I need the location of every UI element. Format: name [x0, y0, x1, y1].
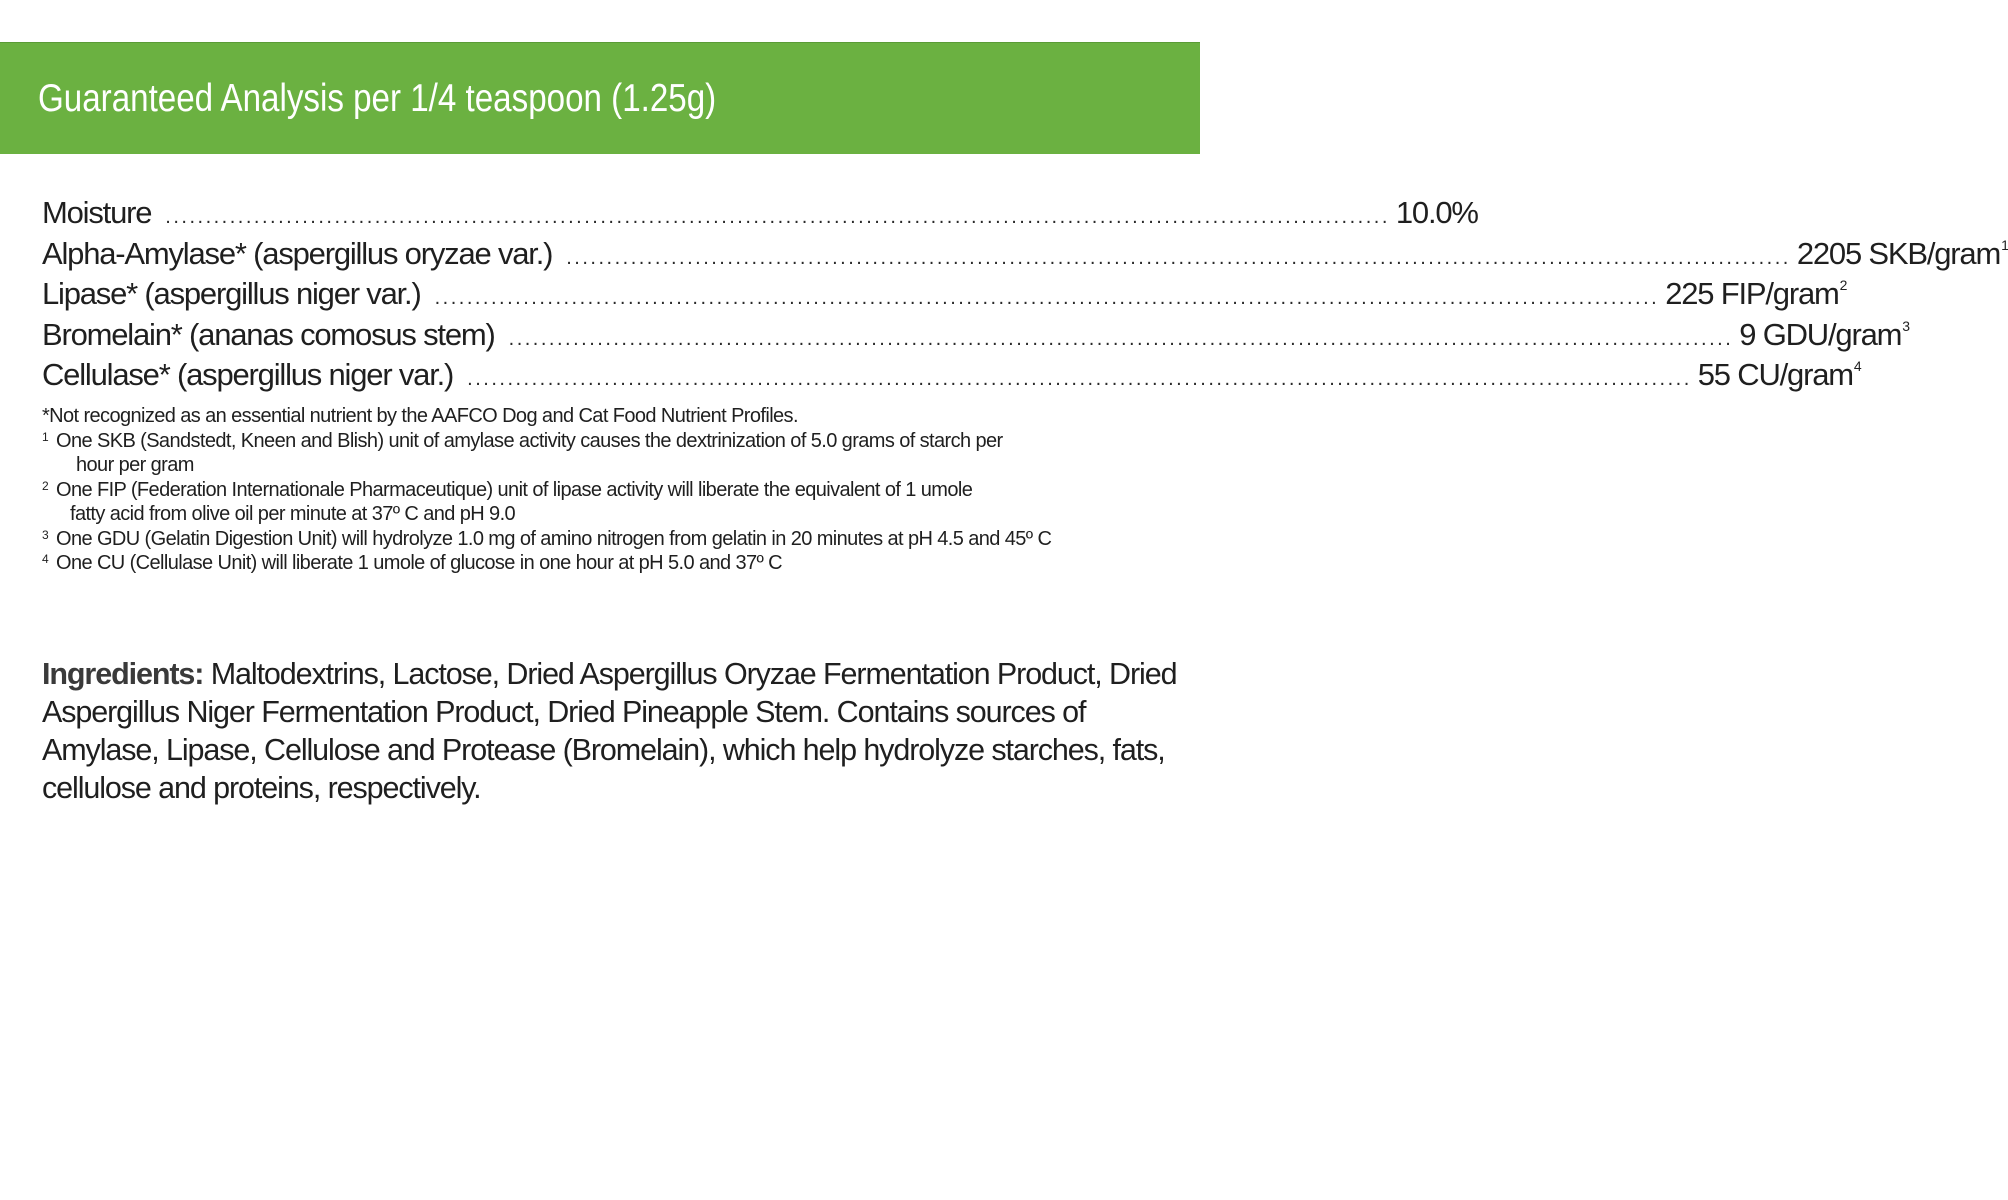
ingredients-text: Maltodextrins, Lactose, Dried Aspergillus Oryzae Fermentation Product, Dried Aspergillus Niger Fermentation Product, Dried Pineapple Stem. Contains sources of Amylase, Lipase, Cellulose and Protease (Bromelain), which help hydrolyze starches, fats, cellulose and proteins, respectively. [42, 657, 1177, 805]
ingredients-paragraph [42, 655, 1182, 807]
analysis-row-moisture [42, 193, 1478, 234]
dot-leader: ........................................................................................................................................................ [467, 368, 1692, 390]
page-title: Guaranteed Analysis per 1/4 teaspoon (1.25g) [38, 77, 717, 120]
footnote-2 [42, 478, 1172, 527]
analysis-row-value: 9 GDU/gram$^3$ [1739, 316, 1909, 352]
footnote-mark: 3 [42, 527, 49, 542]
analysis-row-name: Moisture [42, 195, 152, 230]
analysis-row-name: Alpha-Amylase* (aspergillus oryzae var.) [42, 235, 553, 271]
footnote-1 [42, 429, 1172, 478]
footnote-mark: 1 [42, 429, 49, 444]
footnote-text-continued: hour per gram [76, 454, 194, 476]
analysis-row-name: Lipase* (aspergillus niger var.) [42, 276, 421, 311]
dot-leader: ........................................................................................................................................................ [434, 287, 1660, 309]
analysis-row-name: Cellulase* (aspergillus niger var.) [42, 357, 454, 392]
footnote-text: One FIP (Federation Internationale Pharmaceutique) unit of lipase activity will liberate the equivalent of 1 umole [56, 478, 973, 501]
footnote-text-continued: fatty acid from olive oil per minute at 37º C and pH 9.0 [70, 503, 516, 525]
analysis-row-value: 2205 SKB/gram$^1$ [1796, 235, 2008, 271]
analysis-row-lipase [42, 274, 1847, 315]
footnote-text: One CU (Cellulase Unit) will liberate 1 umole of glucose in one hour at pH 5.0 and 37º C [56, 552, 783, 574]
footnote-mark: 2 [42, 478, 49, 493]
footnotes [42, 404, 1172, 576]
dot-leader: ........................................................................................................................................................ [165, 206, 1390, 228]
analysis-row-alpha-amylase [42, 234, 2008, 275]
analysis-row-bromelain [42, 315, 1909, 356]
dot-leader: ........................................................................................................................................................ [566, 246, 1791, 269]
footnote-mark: 4 [42, 552, 49, 566]
footnote-text: One SKB (Sandstedt, Kneen and Blish) unit of amylase activity causes the dextrinization of 5.0 grams of starch per [56, 429, 1003, 452]
ingredients-label: Ingredients: [42, 657, 204, 691]
footnote-3 [42, 527, 1172, 552]
analysis-row-value: 225 FIP/gram$^2$ [1665, 276, 1847, 311]
footnote-text: One GDU (Gelatin Digestion Unit) will hydrolyze 1.0 mg of amino nitrogen from gelatin in 20 minutes at pH 4.5 and 45º C [56, 527, 1052, 550]
analysis-row-value: 55 CU/gram$^4$ [1697, 357, 1861, 392]
analysis-row-name: Bromelain* (ananas comosus stem) [42, 316, 495, 352]
guaranteed-analysis-table [42, 193, 2008, 396]
analysis-row-value: 10.0% [1395, 195, 1478, 230]
dot-leader: ........................................................................................................................................................ [508, 327, 1734, 350]
footnote-4 [42, 551, 1172, 576]
asterisk-note: *Not recognized as an essential nutrient by the AAFCO Dog and Cat Food Nutrient Profiles. [42, 405, 798, 427]
analysis-row-cellulase [42, 355, 1861, 396]
header-banner [0, 42, 1200, 154]
